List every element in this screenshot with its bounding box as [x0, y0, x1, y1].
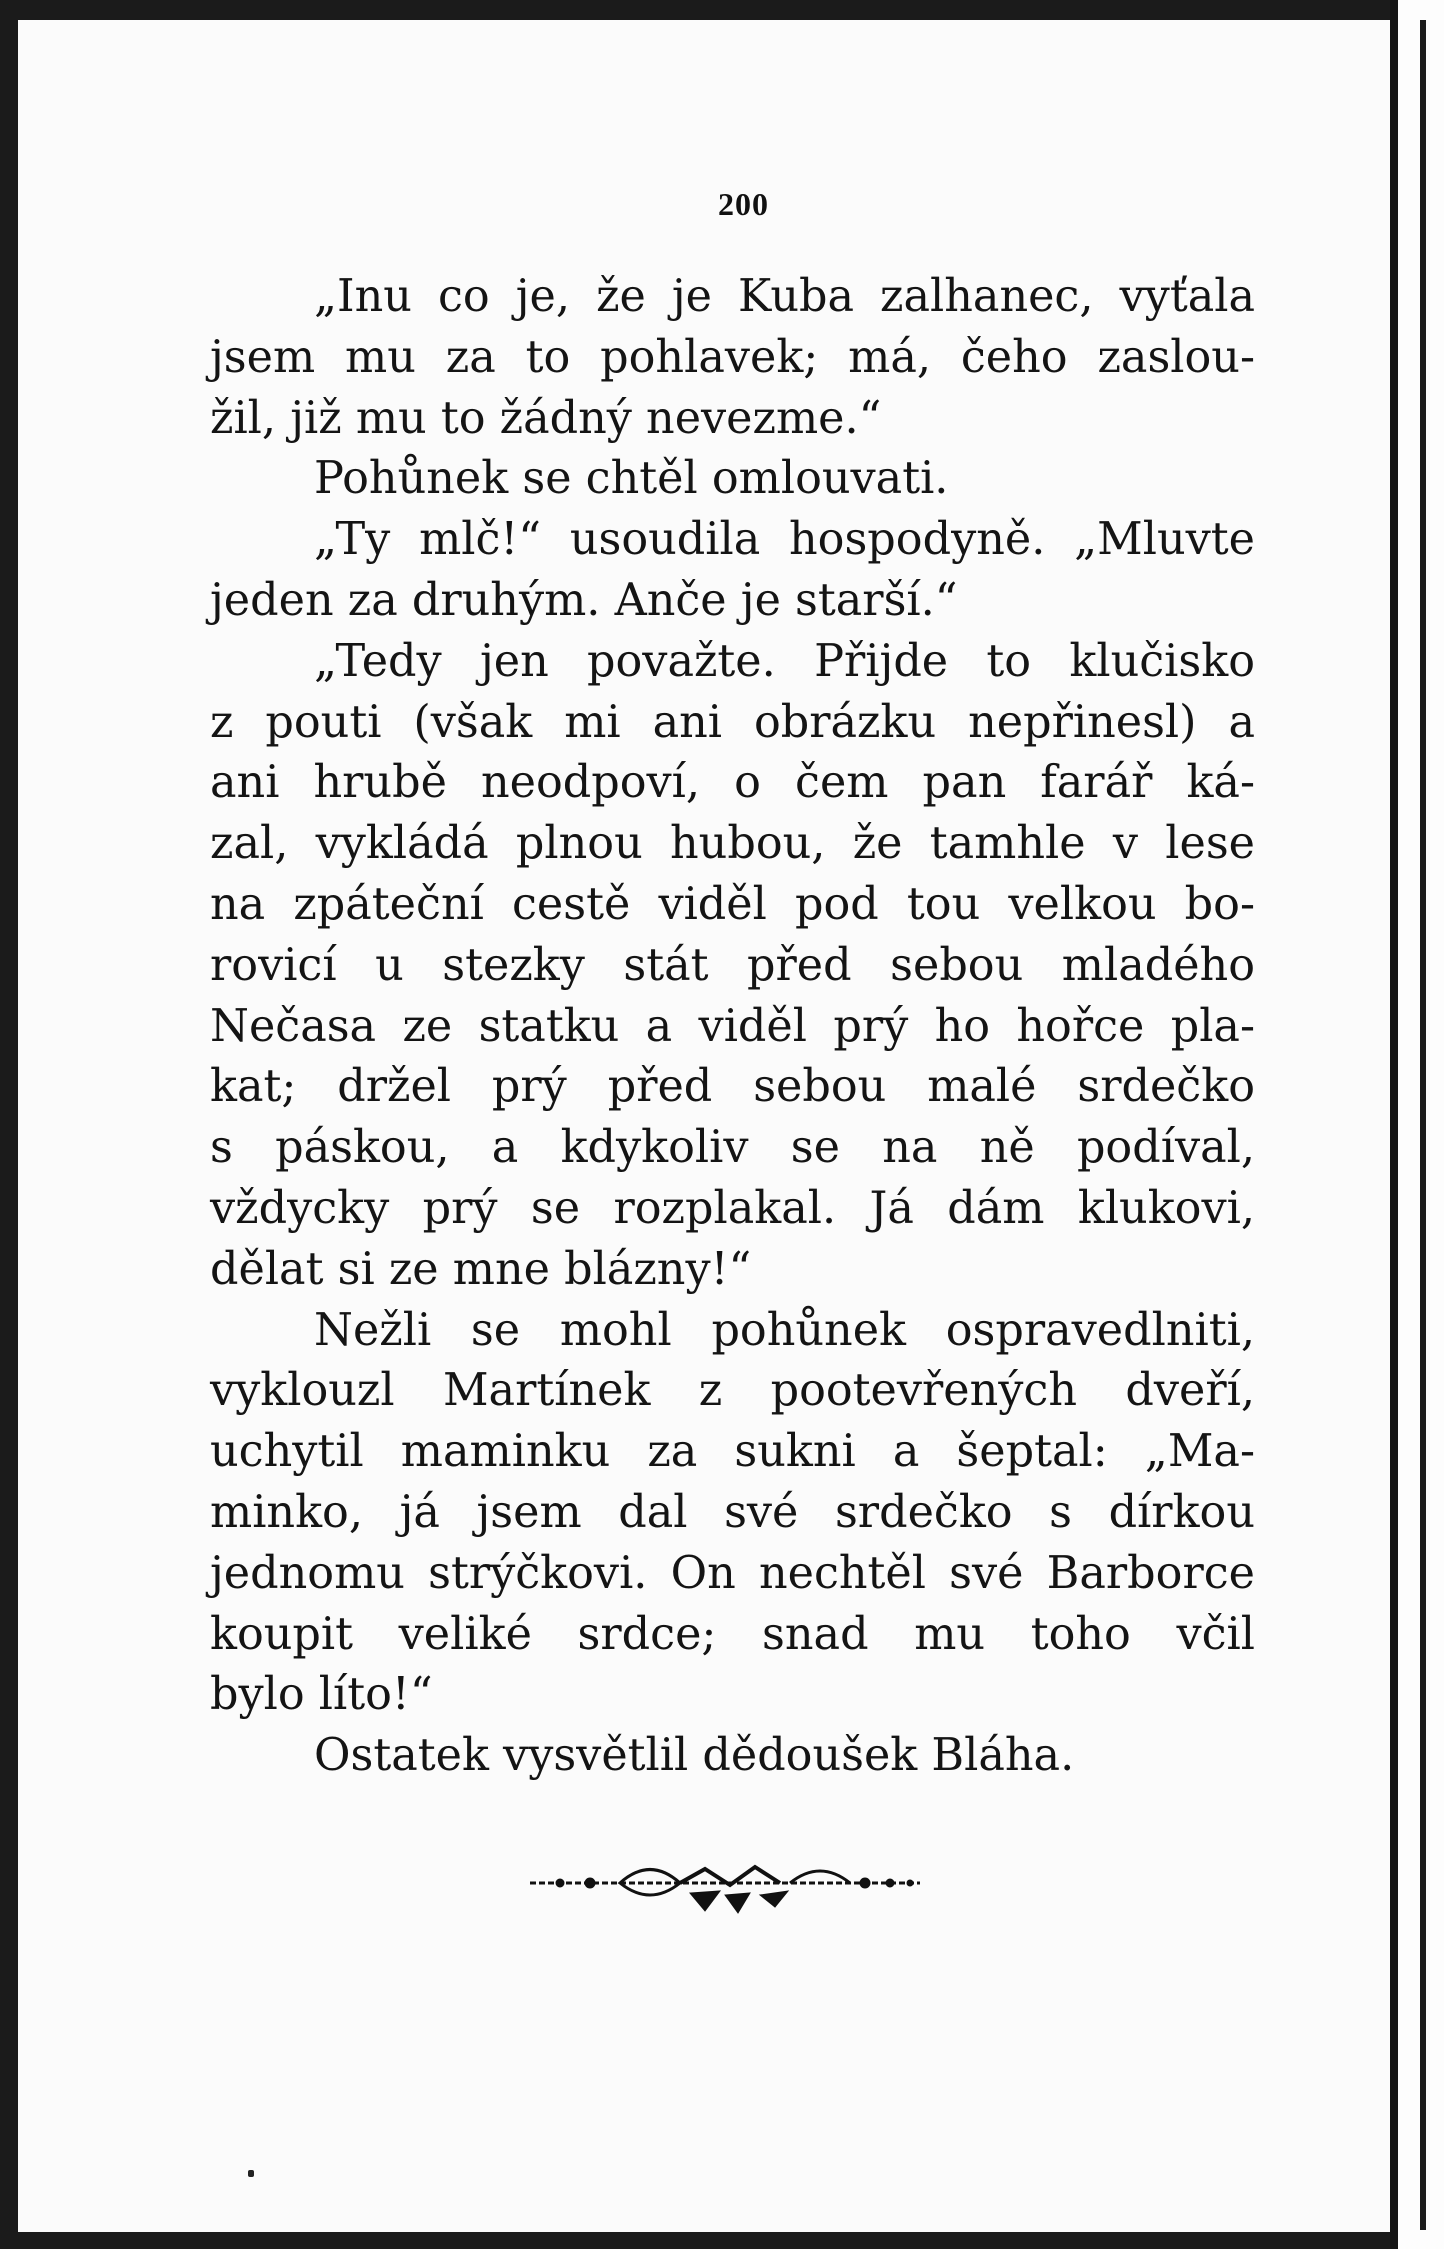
text-line: jednomu strýčkovi. On nechtěl své Barborce: [210, 1547, 1255, 1599]
text-line: bylo líto!“: [210, 1669, 433, 1721]
text-line: „Tedy jen považte. Přijde to klučisko: [314, 635, 1255, 687]
text-line: vždycky prý se rozplakal. Já dám klukovi,: [210, 1182, 1255, 1234]
text-line: „Inu co je, že je Kuba zalhanec, vyťala: [314, 271, 1255, 322]
text-line: dělat si ze mne blázny!“: [210, 1243, 752, 1295]
text-line: kat; držel prý před sebou malé srdečko: [210, 1061, 1255, 1113]
text-line: Nežli se mohl pohůnek ospravedlniti,: [314, 1304, 1255, 1356]
text-line: Ostatek vysvětlil dědoušek Bláha.: [314, 1730, 1075, 1782]
text-line: zal, vykládá plnou hubou, že tamhle v lese: [210, 818, 1255, 870]
text-line: uchytil maminku za sukni a šeptal: „Ma-: [210, 1426, 1255, 1478]
text-line: jeden za druhým. Anče je starší.“: [210, 574, 958, 626]
text-line: vyklouzl Martínek z pootevřených dveří,: [210, 1365, 1255, 1417]
scan-edge-strip: [1390, 0, 1444, 2249]
page-body-text: [210, 267, 1255, 1787]
text-line: žil, již mu to žádný nevezme.“: [210, 392, 882, 444]
scan-edge-line: [1420, 20, 1426, 2230]
text-line: na zpáteční cestě viděl pod tou velkou bo-: [210, 878, 1255, 930]
text-line: z pouti (však mi ani obrázku nepřinesl) a: [210, 696, 1255, 748]
page-number: 200: [718, 186, 769, 222]
floral-vignette-icon: [530, 1855, 930, 1915]
text-line: Nečasa ze statku a viděl prý ho hořce pla-: [210, 1000, 1255, 1052]
text-line: minko, já jsem dal své srdečko s dírkou: [210, 1486, 1255, 1538]
text-line: koupit veliké srdce; snad mu toho včil: [210, 1608, 1255, 1660]
text-line: jsem mu za to pohlavek; má, čeho zaslou-: [210, 331, 1255, 383]
text-line: ani hrubě neodpoví, o čem pan farář ká-: [210, 757, 1255, 809]
text-line: s páskou, a kdykoliv se na ně podíval,: [210, 1122, 1255, 1174]
text-line: Pohůnek se chtěl omlouvati.: [314, 453, 949, 505]
text-line: rovicí u stezky stát před sebou mladého: [210, 939, 1255, 991]
text-line: „Ty mlč!“ usoudila hospodyně. „Mluvte: [314, 514, 1255, 566]
ink-speck: [248, 2170, 254, 2177]
